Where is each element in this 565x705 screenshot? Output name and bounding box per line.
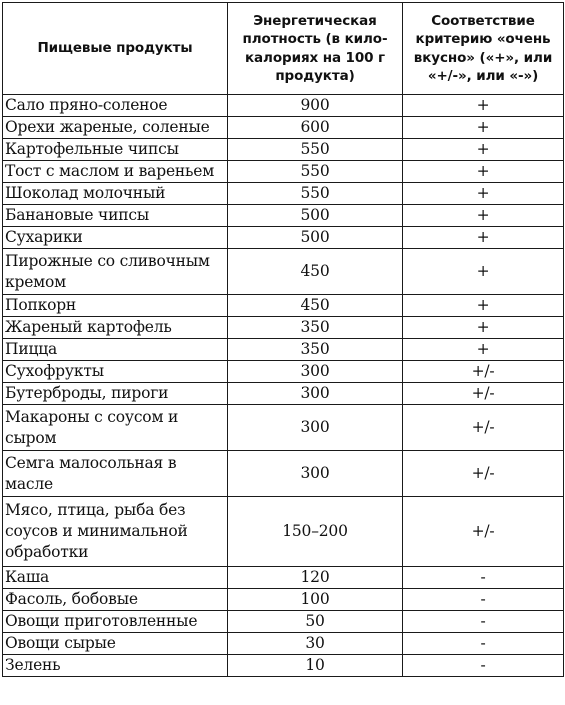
tasty-mark-cell: -: [403, 567, 564, 589]
energy-value-cell: 150–200: [228, 497, 403, 567]
energy-value-cell: 300: [228, 361, 403, 383]
energy-value-cell: 50: [228, 611, 403, 633]
table-row: [3, 117, 564, 139]
energy-value-cell: 450: [228, 295, 403, 317]
food-name-cell: Банановые чипсы: [3, 205, 228, 227]
tasty-mark-cell: +/-: [403, 383, 564, 405]
table-row: [3, 295, 564, 317]
food-name-cell: Сухофрукты: [3, 361, 228, 383]
energy-value-cell: 350: [228, 339, 403, 361]
table-row: [3, 633, 564, 655]
energy-value-cell: 300: [228, 405, 403, 451]
table-row: [3, 451, 564, 497]
tasty-mark-cell: +: [403, 139, 564, 161]
tasty-mark-cell: +: [403, 295, 564, 317]
tasty-mark-cell: +/-: [403, 405, 564, 451]
table-row: [3, 383, 564, 405]
table-row: [3, 139, 564, 161]
tasty-mark-cell: +: [403, 249, 564, 295]
tasty-mark-cell: +: [403, 161, 564, 183]
energy-value-cell: 500: [228, 227, 403, 249]
food-name-cell: Овощи сырые: [3, 633, 228, 655]
table-row: [3, 317, 564, 339]
header-tasty-criterion: Соответствие критерию «очень вкусно» («+», или «+/-», или «-»): [403, 3, 564, 95]
energy-value-cell: 100: [228, 589, 403, 611]
food-name-cell: Каша: [3, 567, 228, 589]
table-row: [3, 361, 564, 383]
tasty-mark-cell: +: [403, 117, 564, 139]
table-row: [3, 611, 564, 633]
tasty-mark-cell: -: [403, 589, 564, 611]
tasty-mark-cell: +: [403, 183, 564, 205]
tasty-mark-cell: +/-: [403, 497, 564, 567]
document-page: [2, 2, 563, 677]
energy-value-cell: 10: [228, 655, 403, 677]
table-row: [3, 339, 564, 361]
food-name-cell: Мясо, птица, рыба без соусов и минимальной обработки: [3, 497, 228, 567]
food-name-cell: Пирожные со сливочным кремом: [3, 249, 228, 295]
food-name-cell: Бутерброды, пироги: [3, 383, 228, 405]
table-row: [3, 161, 564, 183]
energy-value-cell: 120: [228, 567, 403, 589]
table-header-row: [3, 3, 564, 95]
energy-value-cell: 450: [228, 249, 403, 295]
table-row: [3, 183, 564, 205]
energy-value-cell: 30: [228, 633, 403, 655]
food-name-cell: Сухарики: [3, 227, 228, 249]
energy-value-cell: 550: [228, 161, 403, 183]
food-name-cell: Орехи жареные, соленые: [3, 117, 228, 139]
food-name-cell: Макароны с соусом и сыром: [3, 405, 228, 451]
table-row: [3, 405, 564, 451]
energy-value-cell: 500: [228, 205, 403, 227]
table-row: [3, 567, 564, 589]
energy-value-cell: 550: [228, 139, 403, 161]
tasty-mark-cell: +: [403, 95, 564, 117]
tasty-mark-cell: +: [403, 227, 564, 249]
table-row: [3, 95, 564, 117]
table-body: [3, 95, 564, 677]
food-name-cell: Тост с маслом и вареньем: [3, 161, 228, 183]
food-name-cell: Сало пряно-соленое: [3, 95, 228, 117]
food-name-cell: Шоколад молочный: [3, 183, 228, 205]
energy-value-cell: 350: [228, 317, 403, 339]
table-row: [3, 589, 564, 611]
table-row: [3, 655, 564, 677]
tasty-mark-cell: +: [403, 205, 564, 227]
food-energy-table: [2, 2, 564, 677]
tasty-mark-cell: -: [403, 611, 564, 633]
tasty-mark-cell: -: [403, 633, 564, 655]
table-row: [3, 227, 564, 249]
tasty-mark-cell: +/-: [403, 451, 564, 497]
header-food-products: Пищевые продукты: [3, 3, 228, 95]
food-name-cell: Зелень: [3, 655, 228, 677]
food-name-cell: Семга малосольная в масле: [3, 451, 228, 497]
energy-value-cell: 600: [228, 117, 403, 139]
header-energy-density: Энергетическая плотность (в кило-калориях на 100 г продукта): [228, 3, 403, 95]
food-name-cell: Овощи приготовленные: [3, 611, 228, 633]
energy-value-cell: 550: [228, 183, 403, 205]
energy-value-cell: 300: [228, 383, 403, 405]
table-row: [3, 497, 564, 567]
food-name-cell: Жареный картофель: [3, 317, 228, 339]
energy-value-cell: 300: [228, 451, 403, 497]
tasty-mark-cell: +: [403, 339, 564, 361]
food-name-cell: Пицца: [3, 339, 228, 361]
tasty-mark-cell: +: [403, 317, 564, 339]
table-row: [3, 205, 564, 227]
tasty-mark-cell: -: [403, 655, 564, 677]
table-row: [3, 249, 564, 295]
tasty-mark-cell: +/-: [403, 361, 564, 383]
food-name-cell: Попкорн: [3, 295, 228, 317]
energy-value-cell: 900: [228, 95, 403, 117]
food-name-cell: Картофельные чипсы: [3, 139, 228, 161]
food-name-cell: Фасоль, бобовые: [3, 589, 228, 611]
